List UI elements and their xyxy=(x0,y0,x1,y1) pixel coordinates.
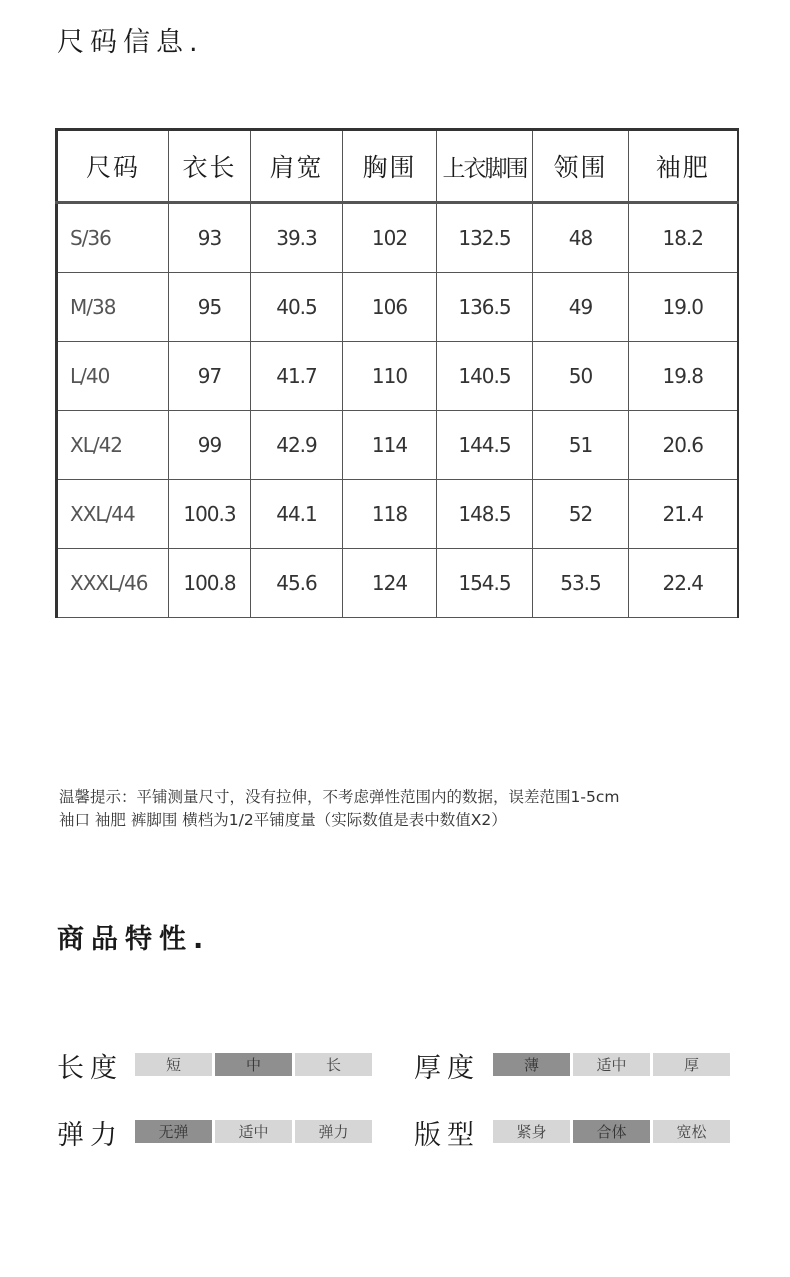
attr-label-thickness: 厚度 xyxy=(414,1053,480,1084)
cell-chest: 110 xyxy=(343,342,437,411)
cell-chest: 118 xyxy=(343,480,437,549)
attr-option: 薄 xyxy=(493,1053,570,1076)
table-row xyxy=(57,549,738,618)
attr-label-fit: 版型 xyxy=(414,1120,480,1151)
cell-shoulder: 42.9 xyxy=(251,411,343,480)
cell-sleeve: 21.4 xyxy=(629,480,738,549)
header-shoulder: 肩宽 xyxy=(251,130,343,203)
size-table-header-row xyxy=(57,130,738,203)
cell-shoulder: 39.3 xyxy=(251,203,343,273)
header-length: 衣长 xyxy=(169,130,251,203)
cell-length: 93 xyxy=(169,203,251,273)
attr-label-elasticity: 弹力 xyxy=(57,1120,123,1151)
attr-scale-length xyxy=(135,1053,372,1076)
size-table xyxy=(55,128,739,618)
cell-collar: 51 xyxy=(533,411,629,480)
attr-option: 弹力 xyxy=(295,1120,372,1143)
cell-length: 97 xyxy=(169,342,251,411)
cell-chest: 114 xyxy=(343,411,437,480)
attr-option: 紧身 xyxy=(493,1120,570,1143)
attr-option: 中 xyxy=(215,1053,292,1076)
table-row xyxy=(57,342,738,411)
header-hem: 上衣脚围 xyxy=(437,130,533,203)
attr-scale-thickness xyxy=(493,1053,730,1076)
table-row xyxy=(57,203,738,273)
header-chest: 胸围 xyxy=(343,130,437,203)
cell-size: S/36 xyxy=(57,203,169,273)
attr-scale-elasticity xyxy=(135,1120,372,1143)
tip-line-1: 温馨提示：平铺测量尺寸，没有拉伸，不考虑弹性范围内的数据，误差范围1-5cm xyxy=(59,788,620,806)
cell-collar: 52 xyxy=(533,480,629,549)
attr-option: 适中 xyxy=(573,1053,650,1076)
cell-hem: 132.5 xyxy=(437,203,533,273)
cell-sleeve: 20.6 xyxy=(629,411,738,480)
cell-length: 100.8 xyxy=(169,549,251,618)
cell-size: XL/42 xyxy=(57,411,169,480)
cell-sleeve: 19.0 xyxy=(629,273,738,342)
tip-line-2: 袖口 袖肥 裤脚围 横档为1/2平铺度量（实际数值是表中数值X2） xyxy=(59,811,507,829)
cell-length: 95 xyxy=(169,273,251,342)
attr-option: 适中 xyxy=(215,1120,292,1143)
cell-hem: 144.5 xyxy=(437,411,533,480)
cell-sleeve: 22.4 xyxy=(629,549,738,618)
header-collar: 领围 xyxy=(533,130,629,203)
cell-collar: 49 xyxy=(533,273,629,342)
attr-option: 长 xyxy=(295,1053,372,1076)
cell-chest: 124 xyxy=(343,549,437,618)
cell-chest: 106 xyxy=(343,273,437,342)
cell-hem: 136.5 xyxy=(437,273,533,342)
cell-size: XXL/44 xyxy=(57,480,169,549)
cell-length: 99 xyxy=(169,411,251,480)
cell-collar: 50 xyxy=(533,342,629,411)
cell-size: XXXL/46 xyxy=(57,549,169,618)
cell-length: 100.3 xyxy=(169,480,251,549)
attr-option: 短 xyxy=(135,1053,212,1076)
cell-sleeve: 19.8 xyxy=(629,342,738,411)
cell-hem: 148.5 xyxy=(437,480,533,549)
attr-option: 无弹 xyxy=(135,1120,212,1143)
cell-sleeve: 18.2 xyxy=(629,203,738,273)
cell-hem: 154.5 xyxy=(437,549,533,618)
cell-shoulder: 41.7 xyxy=(251,342,343,411)
features-title: 商品特性. xyxy=(57,924,211,955)
cell-size: L/40 xyxy=(57,342,169,411)
size-info-title: 尺码信息. xyxy=(57,27,204,58)
cell-shoulder: 40.5 xyxy=(251,273,343,342)
cell-chest: 102 xyxy=(343,203,437,273)
attr-option: 厚 xyxy=(653,1053,730,1076)
attr-scale-fit xyxy=(493,1120,730,1143)
table-row xyxy=(57,273,738,342)
table-row xyxy=(57,480,738,549)
cell-shoulder: 45.6 xyxy=(251,549,343,618)
cell-shoulder: 44.1 xyxy=(251,480,343,549)
attr-option: 合体 xyxy=(573,1120,650,1143)
cell-hem: 140.5 xyxy=(437,342,533,411)
cell-size: M/38 xyxy=(57,273,169,342)
cell-collar: 48 xyxy=(533,203,629,273)
header-size: 尺码 xyxy=(57,130,169,203)
header-sleeve: 袖肥 xyxy=(629,130,738,203)
table-row xyxy=(57,411,738,480)
cell-collar: 53.5 xyxy=(533,549,629,618)
measurement-tip xyxy=(59,786,619,832)
attr-label-length: 长度 xyxy=(57,1053,123,1084)
attr-option: 宽松 xyxy=(653,1120,730,1143)
